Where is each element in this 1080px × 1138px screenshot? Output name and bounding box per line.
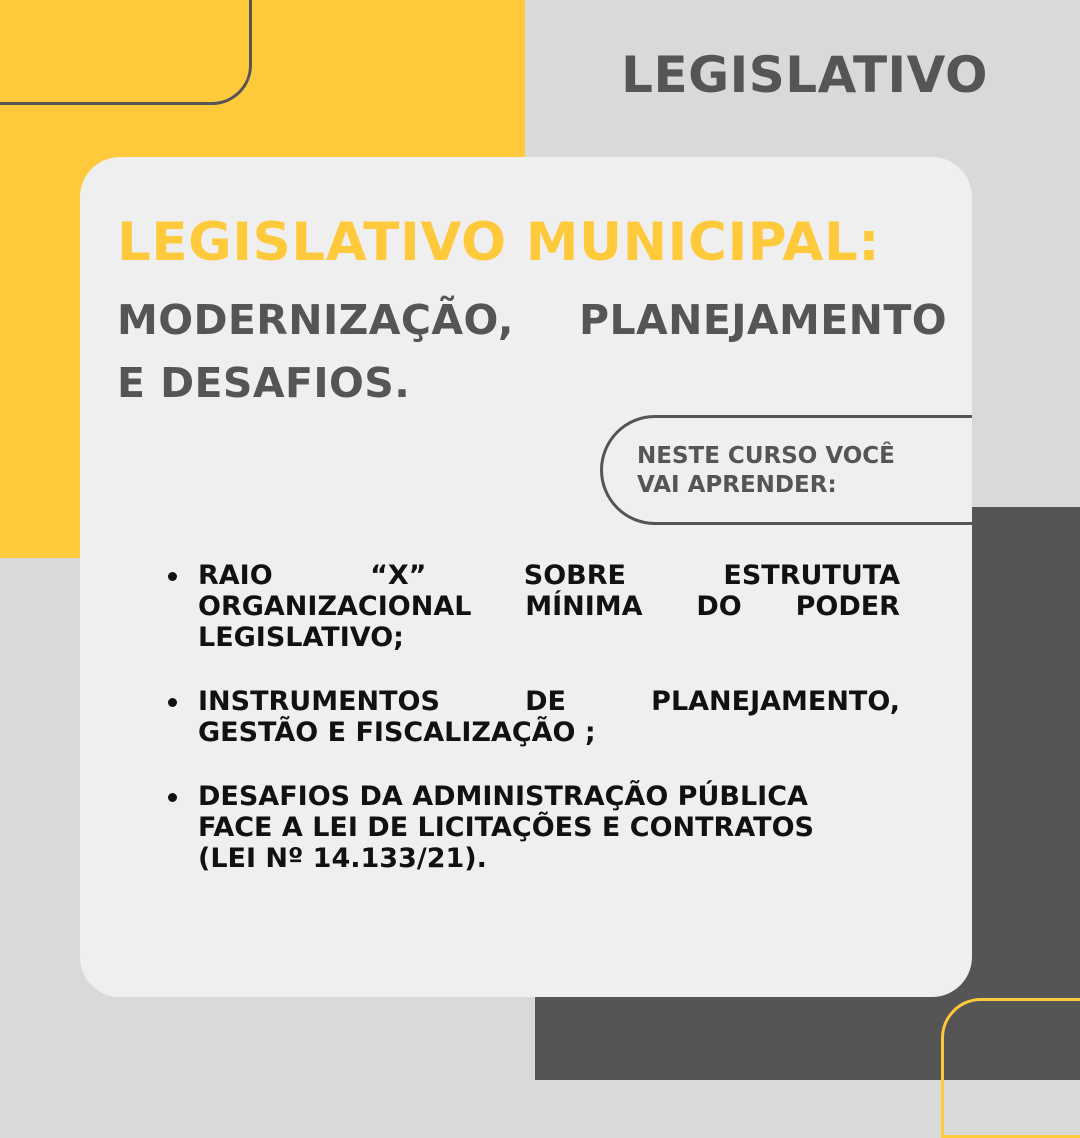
header-label: LEGISLATIVO bbox=[621, 46, 988, 104]
subtitle-word: PLANEJAMENTO bbox=[579, 296, 947, 344]
subtitle-word: MODERNIZAÇÃO, bbox=[117, 296, 514, 344]
subtitle-line-2: E DESAFIOS. bbox=[117, 359, 411, 407]
list-item-word: PLANEJAMENTO, bbox=[651, 686, 900, 717]
list-item-word: DE bbox=[525, 686, 566, 717]
course-intro-pill bbox=[600, 415, 972, 525]
list-item-row: DESAFIOS DA ADMINISTRAÇÃO PÚBLICA bbox=[198, 781, 808, 812]
list-item-word: “X” bbox=[370, 560, 427, 591]
list-item-row: GESTÃO E FISCALIZAÇÃO ; bbox=[198, 717, 596, 748]
list-item-word: MÍNIMA bbox=[525, 591, 643, 622]
content-card bbox=[80, 157, 972, 997]
pill-line: NESTE CURSO VOCÊ bbox=[637, 443, 895, 469]
list-item-row bbox=[198, 686, 900, 717]
pill-line: VAI APRENDER: bbox=[637, 472, 837, 498]
list-item-word: ORGANIZACIONAL bbox=[198, 591, 472, 622]
card-subtitle bbox=[117, 289, 947, 415]
list-item-word: ESTRUTUTA bbox=[723, 560, 900, 591]
list-item bbox=[162, 781, 900, 874]
list-item-row bbox=[198, 591, 900, 622]
subtitle-line-1 bbox=[117, 289, 947, 352]
corner-arc-decoration-top bbox=[0, 0, 252, 105]
list-item bbox=[162, 560, 900, 653]
pill-text bbox=[637, 442, 957, 500]
list-item-row: FACE A LEI DE LICITAÇÕES E CONTRATOS bbox=[198, 812, 814, 843]
list-item-word: RAIO bbox=[198, 560, 273, 591]
list-item-word: INSTRUMENTOS bbox=[198, 686, 440, 717]
card-title: LEGISLATIVO MUNICIPAL: bbox=[117, 212, 881, 273]
list-item-word: SOBRE bbox=[523, 560, 626, 591]
list-item bbox=[162, 686, 900, 748]
corner-arc-decoration-bottom bbox=[941, 998, 1080, 1138]
list-item-row bbox=[198, 560, 900, 591]
list-item-word: PODER bbox=[795, 591, 900, 622]
list-item-word: DO bbox=[696, 591, 742, 622]
list-item-row: LEGISLATIVO; bbox=[198, 622, 404, 653]
list-item-row: (LEI Nº 14.133/21). bbox=[198, 843, 487, 874]
course-topics-list bbox=[162, 560, 900, 907]
